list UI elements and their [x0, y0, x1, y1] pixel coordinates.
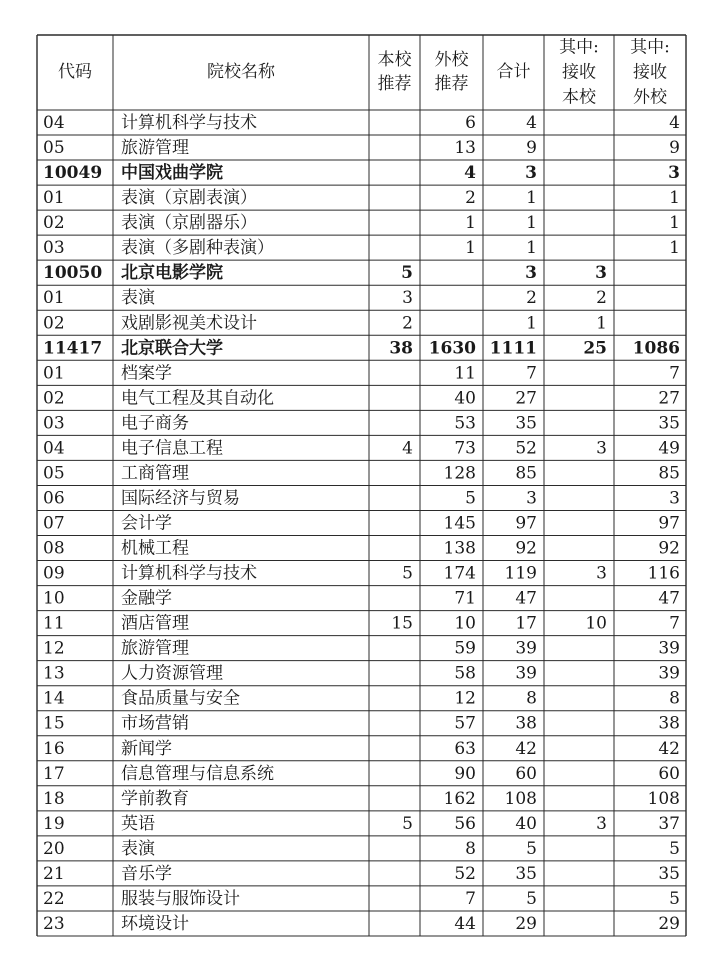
- cell-receive-own: 3: [596, 563, 607, 584]
- header-ext-recommend: 推荐: [434, 74, 469, 94]
- cell-total: 1: [526, 188, 537, 209]
- cell-name: 计算机科学与技术: [121, 113, 257, 134]
- table-row: [43, 387, 680, 408]
- cell-own-recommend: 15: [391, 613, 413, 634]
- table-row: [43, 188, 680, 208]
- table-row: [43, 814, 680, 834]
- cell-ext-recommend: 1: [465, 213, 476, 234]
- cell-receive-ext: 1: [669, 213, 680, 234]
- table-row: [43, 488, 680, 508]
- cell-name: 档案学: [121, 363, 172, 384]
- cell-receive-ext: 5: [669, 888, 680, 909]
- cell-ext-recommend: 7: [465, 888, 476, 909]
- cell-name: 市场营销: [121, 713, 189, 734]
- table-row: [43, 914, 680, 934]
- cell-total: 2: [526, 288, 537, 309]
- cell-total: 1: [526, 213, 537, 234]
- table-row: [43, 689, 680, 709]
- cell-name: 环境设计: [121, 913, 189, 934]
- cell-code: 10049: [43, 163, 103, 184]
- cell-total: 39: [515, 638, 537, 659]
- cell-receive-own: 2: [596, 288, 607, 309]
- table-row: [43, 739, 680, 759]
- cell-name: 食品质量与安全: [121, 688, 240, 709]
- cell-receive-ext: 3: [668, 163, 680, 184]
- cell-code: 08: [43, 538, 65, 559]
- cell-code: 04: [43, 438, 65, 459]
- cell-receive-own: 3: [595, 263, 607, 284]
- cell-receive-ext: 37: [658, 813, 680, 834]
- cell-receive-ext: 7: [669, 363, 680, 384]
- table-row: [43, 789, 680, 809]
- table-row: [43, 337, 680, 358]
- cell-ext-recommend: 57: [454, 713, 476, 734]
- cell-code: 15: [43, 713, 65, 734]
- table-row: [43, 864, 680, 884]
- cell-name: 工商管理: [121, 463, 189, 484]
- cell-total: 108: [504, 788, 537, 809]
- cell-receive-ext: 4: [669, 113, 680, 134]
- cell-total: 5: [526, 838, 537, 859]
- cell-total: 4: [526, 113, 537, 134]
- cell-ext-recommend: 6: [465, 113, 476, 134]
- cell-name: 北京联合大学: [121, 338, 223, 359]
- table-row: [43, 288, 607, 308]
- cell-ext-recommend: 2: [465, 188, 476, 209]
- cell-ext-recommend: 1: [465, 238, 476, 259]
- cell-total: 17: [515, 613, 537, 634]
- header-own-recommend: 本校: [377, 50, 412, 70]
- cell-ext-recommend: 52: [454, 863, 476, 884]
- cell-code: 10050: [43, 263, 103, 284]
- cell-total: 92: [515, 538, 537, 559]
- cell-ext-recommend: 4: [464, 163, 476, 184]
- cell-name: 表演（京剧表演）: [121, 188, 257, 209]
- cell-ext-recommend: 59: [454, 638, 476, 659]
- cell-receive-own: 10: [585, 613, 607, 634]
- cell-receive-ext: 35: [658, 413, 680, 434]
- cell-total: 5: [526, 888, 537, 909]
- cell-total: 47: [515, 588, 537, 609]
- cell-receive-ext: 97: [658, 513, 680, 534]
- cell-code: 04: [43, 113, 65, 134]
- header-total: 合计: [496, 62, 531, 82]
- cell-code: 13: [43, 663, 65, 684]
- cell-name: 机械工程: [121, 538, 189, 559]
- cell-receive-own: 3: [596, 813, 607, 834]
- cell-ext-recommend: 44: [454, 913, 476, 934]
- cell-receive-ext: 35: [658, 863, 680, 884]
- cell-own-recommend: 38: [389, 338, 413, 359]
- cell-total: 119: [504, 563, 537, 584]
- cell-total: 97: [515, 513, 537, 534]
- cell-ext-recommend: 56: [454, 813, 476, 834]
- cell-receive-ext: 116: [647, 563, 680, 584]
- cell-code: 10: [43, 588, 65, 609]
- cell-receive-own: 1: [596, 313, 607, 334]
- table-row: [43, 639, 680, 659]
- cell-own-recommend: 5: [402, 563, 413, 584]
- header-code: 代码: [58, 62, 92, 82]
- cell-name: 电气工程及其自动化: [121, 388, 274, 409]
- cell-ext-recommend: 5: [465, 488, 476, 509]
- cell-total: 42: [515, 738, 537, 759]
- cell-total: 35: [515, 863, 537, 884]
- header-receive-own: 其中:: [559, 37, 599, 58]
- cell-receive-ext: 1: [669, 238, 680, 259]
- cell-code: 02: [43, 213, 65, 234]
- cell-name: 北京电影学院: [121, 263, 223, 284]
- cell-name: 金融学: [121, 588, 172, 609]
- table-row: [43, 889, 680, 909]
- cell-ext-recommend: 12: [454, 688, 476, 709]
- cell-code: 06: [43, 488, 65, 509]
- cell-receive-ext: 27: [658, 388, 680, 409]
- cell-name: 计算机科学与技术: [121, 563, 257, 584]
- cell-total: 3: [525, 163, 537, 184]
- cell-ext-recommend: 8: [465, 838, 476, 859]
- cell-name: 信息管理与信息系统: [121, 763, 274, 784]
- cell-receive-ext: 29: [658, 913, 680, 934]
- table-row: [43, 413, 680, 433]
- cell-receive-own: 3: [596, 438, 607, 459]
- cell-name: 人力资源管理: [121, 663, 223, 684]
- cell-ext-recommend: 11: [454, 363, 476, 384]
- cell-ext-recommend: 174: [443, 563, 476, 584]
- cell-total: 3: [525, 263, 537, 284]
- cell-ext-recommend: 40: [454, 388, 476, 409]
- cell-total: 39: [515, 663, 537, 684]
- table-row: [43, 714, 680, 734]
- cell-name: 中国戏曲学院: [121, 163, 223, 184]
- table-row: [43, 614, 680, 634]
- header-receive-ext: 其中:: [630, 37, 670, 58]
- cell-receive-ext: 60: [658, 763, 680, 784]
- table-row: [43, 513, 680, 533]
- cell-total: 1: [526, 238, 537, 259]
- cell-total: 1: [526, 313, 537, 334]
- header-receive-own: 本校: [562, 87, 596, 108]
- cell-code: 05: [43, 463, 65, 484]
- cell-code: 03: [43, 238, 65, 259]
- cell-ext-recommend: 71: [454, 588, 476, 609]
- cell-receive-own: 25: [583, 338, 607, 359]
- cell-ext-recommend: 1630: [428, 338, 476, 359]
- table-row: [43, 589, 680, 609]
- cell-code: 16: [43, 738, 65, 759]
- cell-total: 7: [526, 363, 537, 384]
- cell-total: 60: [515, 763, 537, 784]
- cell-total: 3: [526, 488, 537, 509]
- cell-receive-ext: 47: [658, 588, 680, 609]
- cell-name: 国际经济与贸易: [121, 488, 240, 509]
- cell-code: 09: [43, 563, 65, 584]
- cell-code: 07: [43, 513, 65, 534]
- header-receive-ext: 接收: [633, 62, 667, 83]
- cell-name: 电子商务: [121, 413, 189, 434]
- cell-code: 05: [43, 138, 65, 159]
- cell-code: 11417: [43, 338, 103, 359]
- cell-own-recommend: 3: [402, 288, 413, 309]
- cell-receive-ext: 3: [669, 488, 680, 509]
- cell-code: 11: [43, 613, 65, 634]
- cell-name: 酒店管理: [121, 613, 189, 634]
- cell-ext-recommend: 58: [454, 663, 476, 684]
- cell-code: 23: [43, 913, 65, 934]
- table-row: [43, 262, 607, 283]
- table-row: [43, 162, 680, 183]
- cell-name: 表演（多剧种表演）: [121, 238, 274, 259]
- cell-total: 8: [526, 688, 537, 709]
- cell-ext-recommend: 145: [443, 513, 476, 534]
- table-row: [43, 213, 680, 233]
- cell-code: 14: [43, 688, 65, 709]
- header-receive-own: 接收: [562, 62, 596, 83]
- cell-receive-ext: 7: [669, 613, 680, 634]
- cell-total: 29: [515, 913, 537, 934]
- cell-name: 会计学: [121, 513, 172, 534]
- cell-ext-recommend: 90: [454, 763, 476, 784]
- table-row: [43, 764, 680, 784]
- cell-own-recommend: 5: [401, 263, 413, 284]
- header-own-recommend: 推荐: [377, 74, 412, 94]
- cell-ext-recommend: 10: [454, 613, 476, 634]
- cell-total: 1111: [489, 338, 537, 359]
- cell-receive-ext: 38: [658, 713, 680, 734]
- cell-ext-recommend: 63: [454, 738, 476, 759]
- cell-receive-ext: 39: [658, 638, 680, 659]
- cell-code: 17: [43, 763, 65, 784]
- table-row: [43, 363, 680, 383]
- cell-name: 新闻学: [121, 738, 172, 759]
- cell-total: 38: [515, 713, 537, 734]
- cell-ext-recommend: 13: [454, 138, 476, 159]
- cell-own-recommend: 5: [402, 813, 413, 834]
- cell-receive-ext: 5: [669, 838, 680, 859]
- cell-name: 电子信息工程: [121, 438, 223, 459]
- cell-name: 旅游管理: [121, 638, 189, 659]
- cell-total: 35: [515, 413, 537, 434]
- cell-code: 01: [43, 363, 65, 384]
- cell-receive-ext: 49: [658, 438, 680, 459]
- cell-receive-ext: 9: [669, 138, 680, 159]
- table-row: [43, 463, 680, 483]
- cell-total: 52: [515, 438, 537, 459]
- cell-receive-ext: 92: [658, 538, 680, 559]
- cell-receive-ext: 8: [669, 688, 680, 709]
- cell-code: 12: [43, 638, 65, 659]
- table-row: [43, 839, 680, 859]
- table-row: [43, 539, 680, 559]
- cell-receive-ext: 42: [658, 738, 680, 759]
- cell-total: 9: [526, 138, 537, 159]
- cell-code: 03: [43, 413, 65, 434]
- cell-ext-recommend: 73: [454, 438, 476, 459]
- cell-name: 旅游管理: [121, 138, 189, 159]
- table-row: [43, 113, 680, 133]
- cell-code: 19: [43, 813, 65, 834]
- table-row: [43, 564, 680, 584]
- cell-code: 20: [43, 838, 65, 859]
- cell-receive-ext: 108: [647, 788, 680, 809]
- cell-receive-ext: 1086: [632, 338, 680, 359]
- header-ext-recommend: 外校: [434, 50, 469, 70]
- cell-name: 戏剧影视美术设计: [121, 313, 257, 334]
- cell-name: 英语: [121, 813, 155, 834]
- cell-code: 21: [43, 863, 65, 884]
- table-row: [43, 664, 680, 684]
- cell-name: 学前教育: [121, 788, 189, 809]
- table-row: [43, 438, 680, 458]
- cell-name: 表演（京剧器乐）: [121, 213, 257, 234]
- header-receive-ext: 外校: [633, 87, 667, 108]
- cell-code: 01: [43, 188, 65, 209]
- cell-name: 音乐学: [121, 863, 172, 884]
- cell-name: 表演: [121, 838, 155, 859]
- cell-name: 服装与服饰设计: [121, 888, 240, 909]
- cell-name: 表演: [121, 288, 155, 309]
- cell-total: 27: [515, 388, 537, 409]
- cell-receive-ext: 85: [658, 463, 680, 484]
- cell-code: 01: [43, 288, 65, 309]
- table-row: [43, 138, 680, 158]
- cell-code: 18: [43, 788, 65, 809]
- cell-ext-recommend: 53: [454, 413, 476, 434]
- cell-ext-recommend: 162: [443, 788, 476, 809]
- cell-own-recommend: 4: [402, 438, 413, 459]
- cell-code: 22: [43, 888, 65, 909]
- cell-own-recommend: 2: [402, 313, 413, 334]
- header-name: 院校名称: [207, 62, 275, 82]
- cell-receive-ext: 39: [658, 663, 680, 684]
- cell-ext-recommend: 128: [443, 463, 476, 484]
- table-row: [43, 313, 607, 333]
- cell-code: 02: [43, 313, 65, 334]
- cell-total: 85: [515, 463, 537, 484]
- cell-ext-recommend: 138: [443, 538, 476, 559]
- cell-receive-ext: 1: [669, 188, 680, 209]
- table-row: [43, 238, 680, 258]
- cell-code: 02: [43, 388, 65, 409]
- cell-total: 40: [515, 813, 537, 834]
